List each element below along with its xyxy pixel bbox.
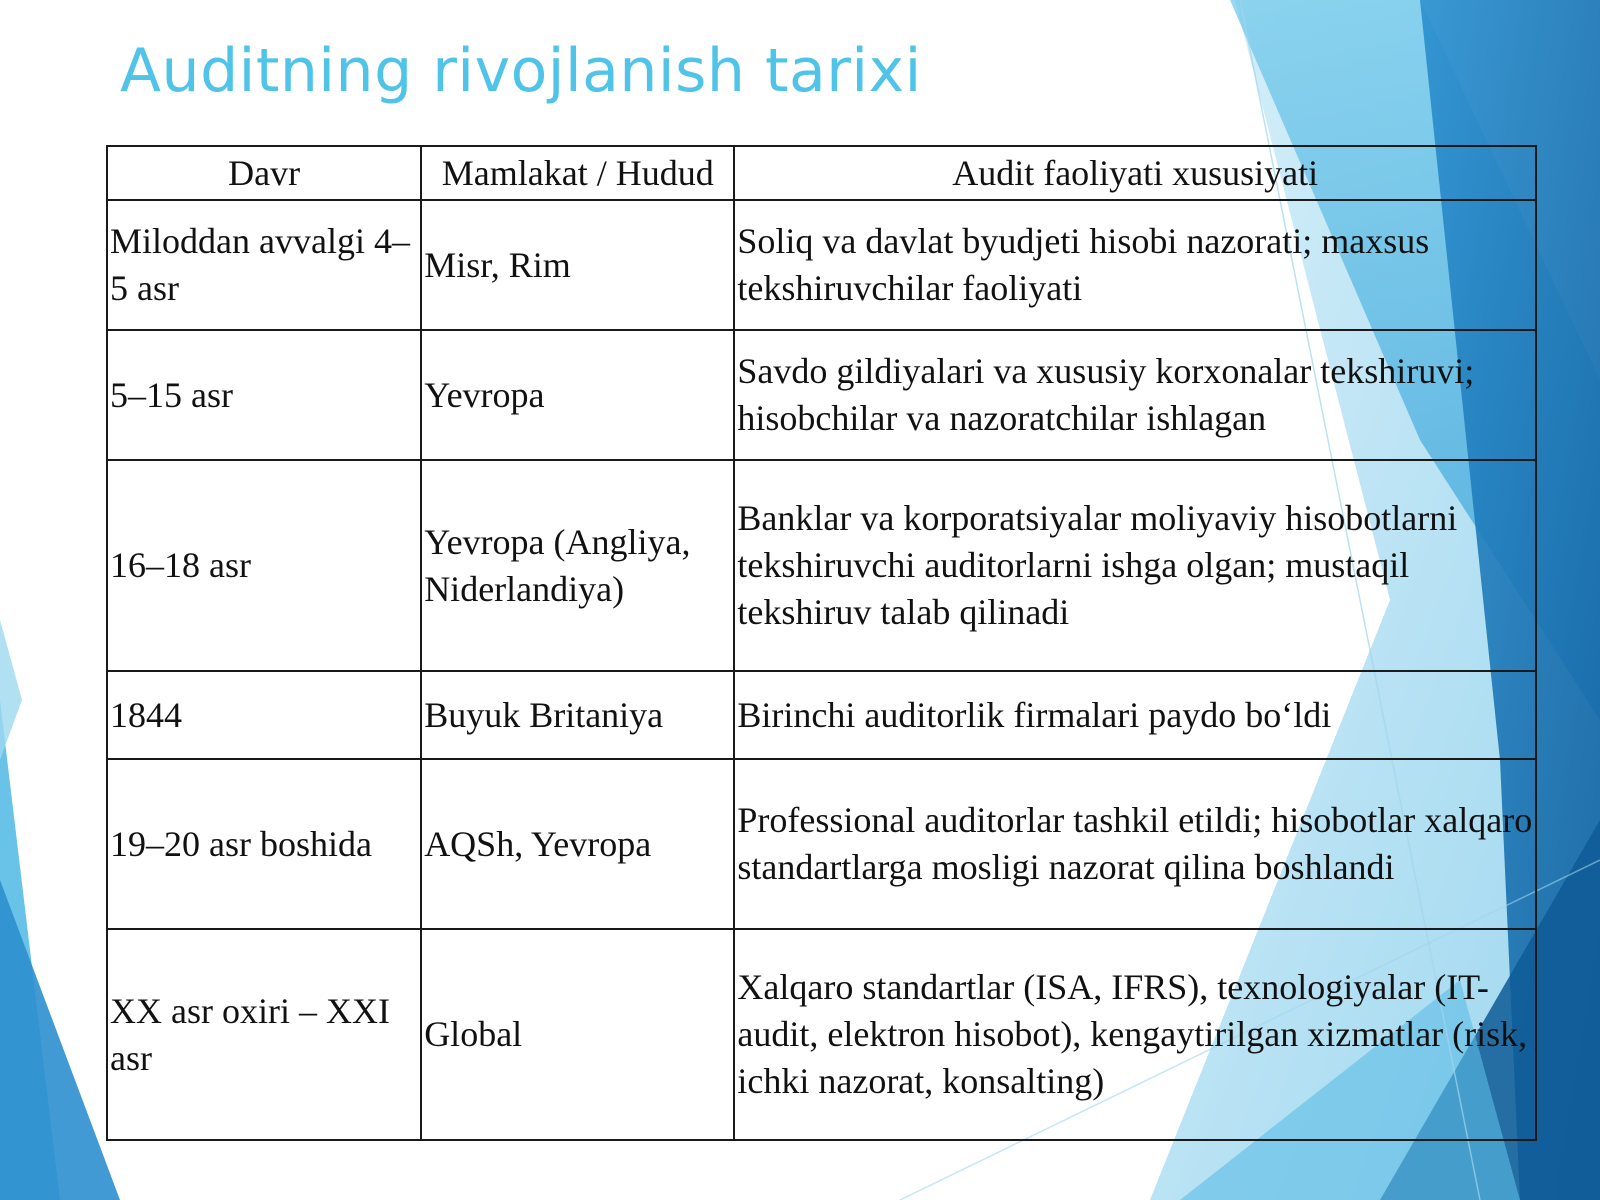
cell-description: Soliq va davlat byudjeti hisobi nazorati; maxsus tekshiruvchilar faoliyati — [734, 200, 1536, 330]
cell-period: 5–15 asr — [107, 330, 421, 460]
cell-region: Yevropa (Angliya, Niderlandiya) — [421, 460, 734, 671]
left-facet-dark — [0, 880, 120, 1200]
cell-region: AQSh, Yevropa — [421, 759, 734, 929]
table-row — [107, 200, 1536, 330]
cell-description: Xalqaro standartlar (ISA, IFRS), texnologiyalar (IT-audit, elektron hisobot), kengaytirilgan xizmatlar (risk, ichki nazorat, konsalting) — [734, 929, 1536, 1140]
cell-period: Miloddan avvalgi 4–5 asr — [107, 200, 421, 330]
cell-period: 19–20 asr boshida — [107, 759, 421, 929]
cell-description: Banklar va korporatsiyalar moliyaviy hisobotlarni tekshiruvchi auditorlarni ishga olgan; mustaqil tekshiruv talab qilinadi — [734, 460, 1536, 671]
cell-period: 16–18 asr — [107, 460, 421, 671]
cell-region: Misr, Rim — [421, 200, 734, 330]
cell-region: Yevropa — [421, 330, 734, 460]
cell-description: Savdo gildiyalari va xususiy korxonalar tekshiruvi; hisobchilar va nazoratchilar ishlagan — [734, 330, 1536, 460]
table-row — [107, 460, 1536, 671]
header-region: Mamlakat / Hudud — [421, 146, 734, 200]
cell-period: XX asr oxiri – XXI asr — [107, 929, 421, 1140]
cell-region: Global — [421, 929, 734, 1140]
cell-period: 1844 — [107, 671, 421, 759]
cell-description: Professional auditorlar tashkil etildi; hisobotlar xalqaro standartlarga mosligi nazorat qilina boshlandi — [734, 759, 1536, 929]
table-row — [107, 759, 1536, 929]
table-row — [107, 330, 1536, 460]
table-row — [107, 671, 1536, 759]
slide-title: Auditning rivojlanish tarixi — [120, 36, 922, 106]
table-header-row — [107, 146, 1536, 200]
table-row — [107, 929, 1536, 1140]
left-facet-top — [0, 620, 22, 760]
cell-region: Buyuk Britaniya — [421, 671, 734, 759]
header-description: Audit faoliyati xususiyati — [734, 146, 1536, 200]
cell-description: Birinchi auditorlik firmalari paydo bo‘ldi — [734, 671, 1536, 759]
header-period: Davr — [107, 146, 421, 200]
audit-history-table — [106, 145, 1537, 1141]
